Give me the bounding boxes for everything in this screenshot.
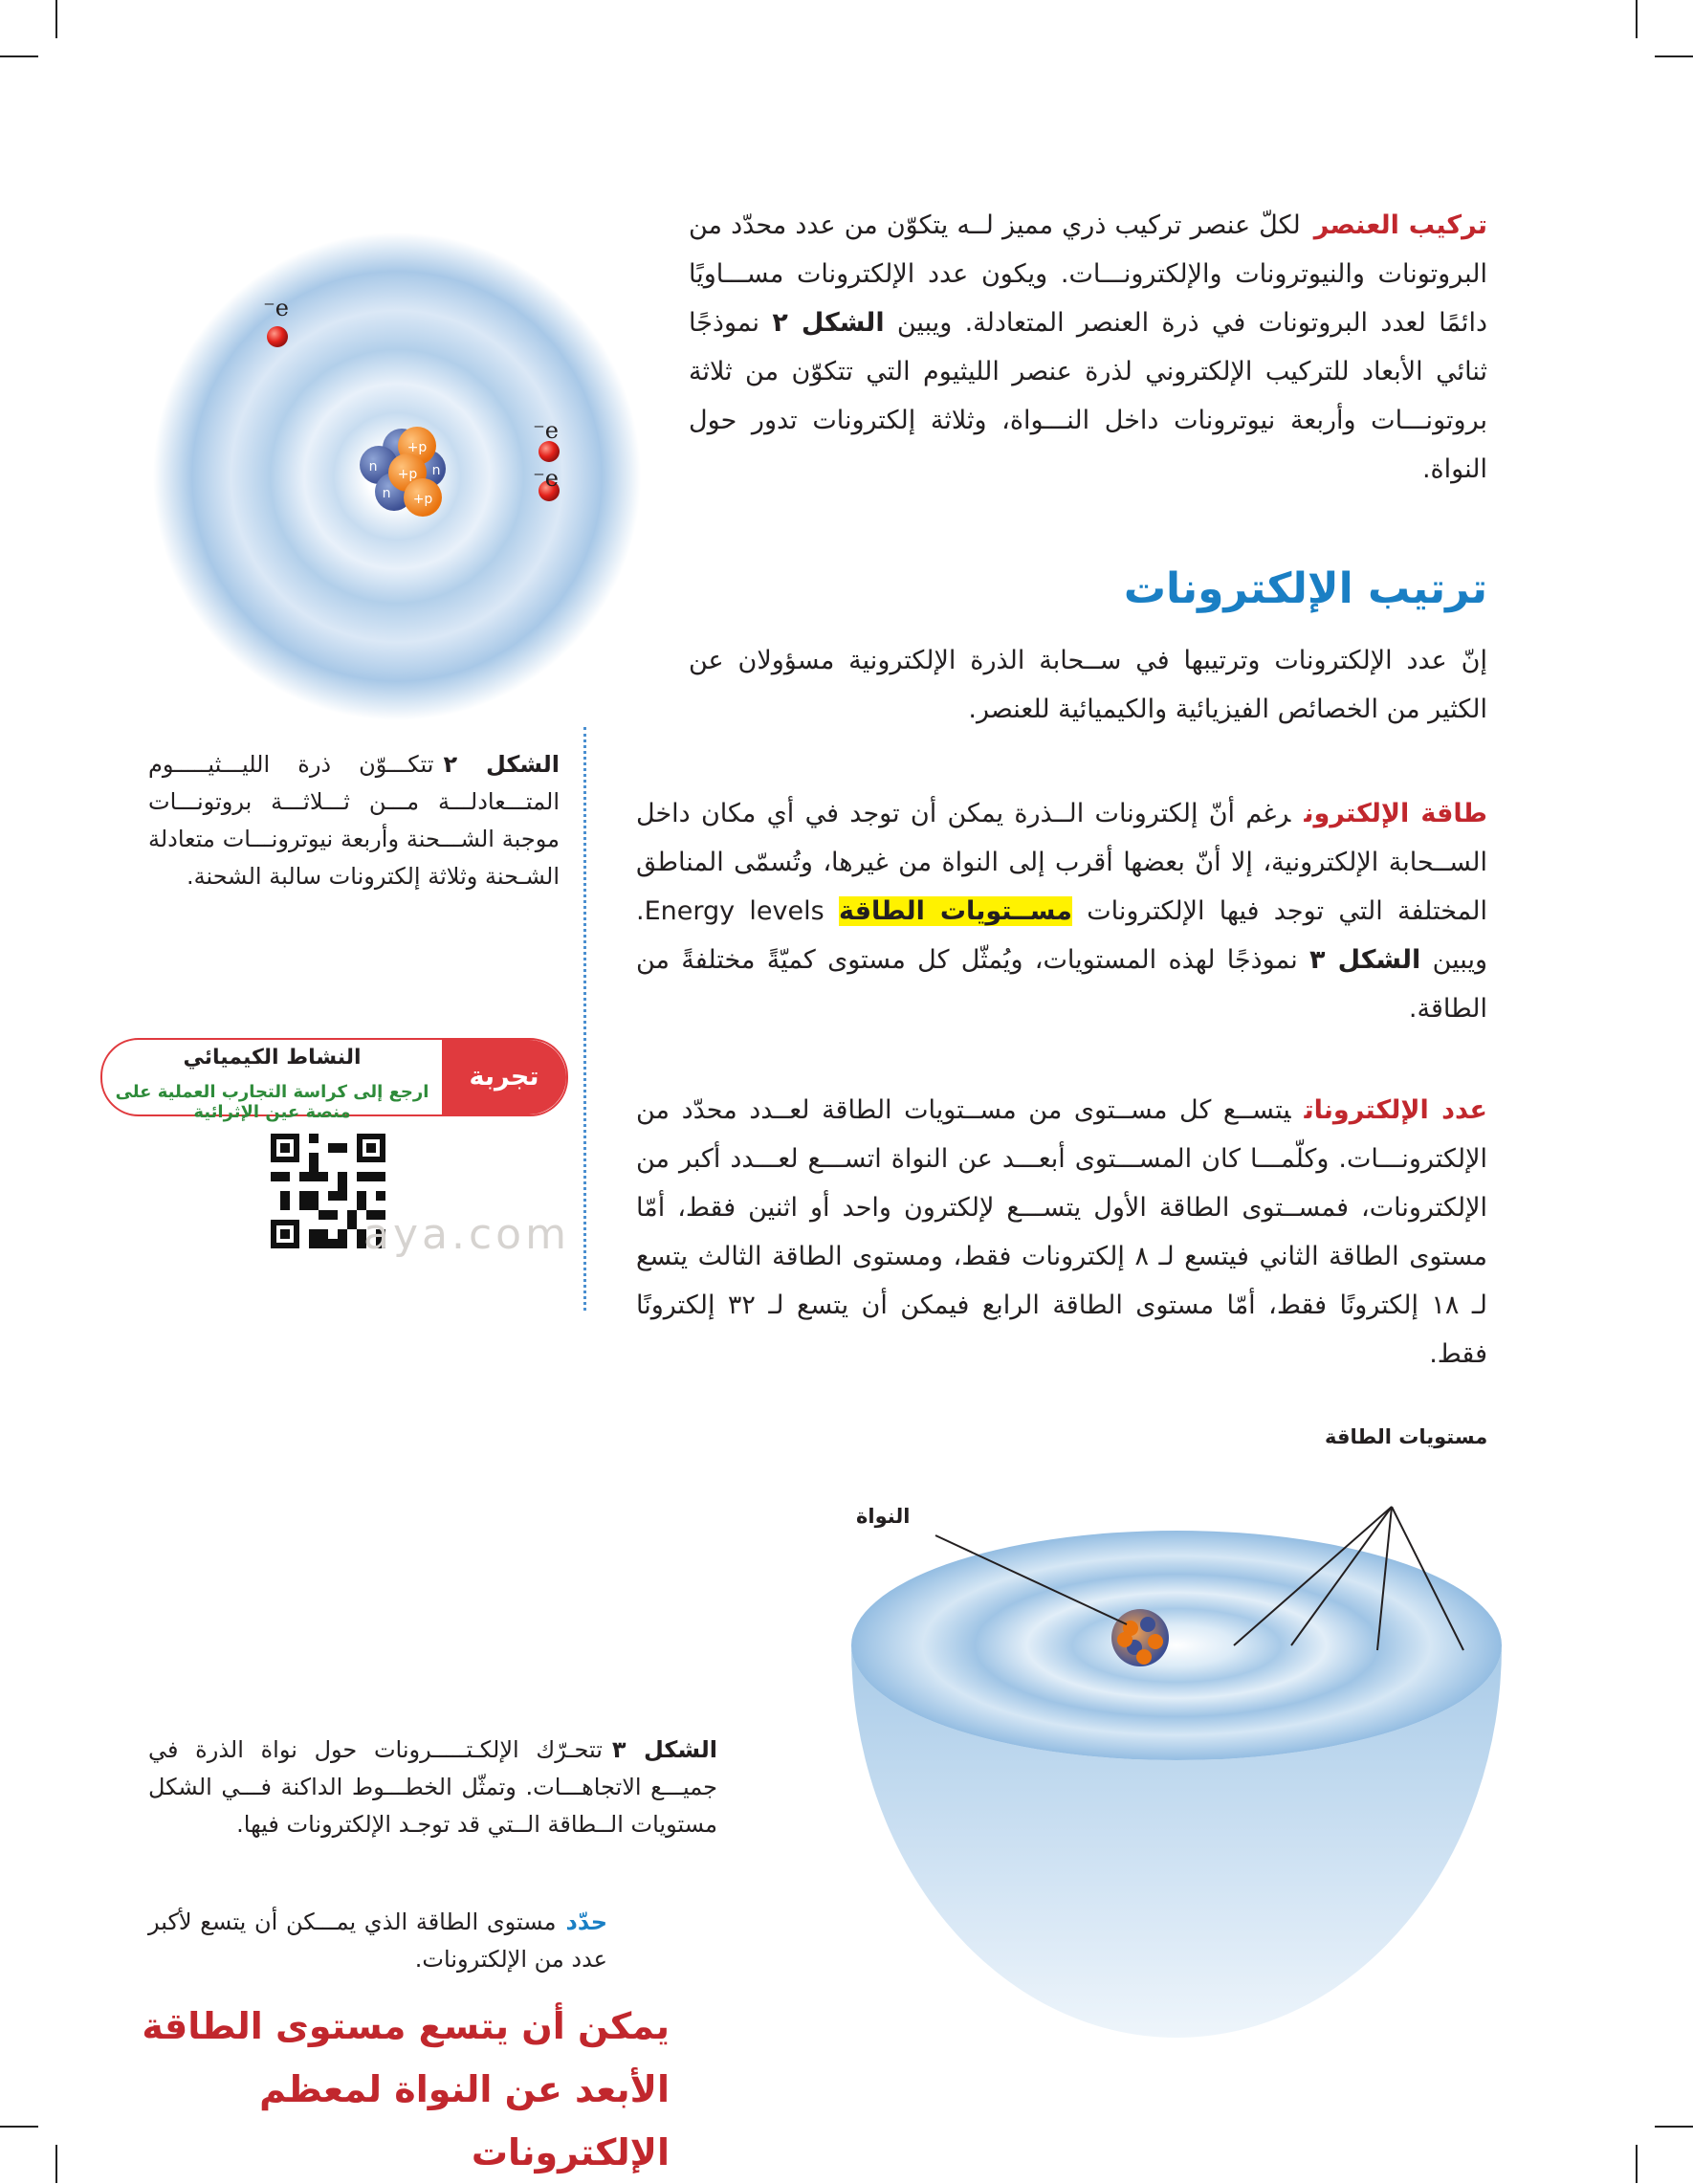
question-label: حدّد (565, 1908, 607, 1935)
crop-mark (1636, 2145, 1638, 2183)
lead-electron-energy: طاقة الإلكترون (1304, 799, 1487, 828)
paragraph-text: يتســع كل مســتوى من مســتويات الطاقة لعــدد محدّد من الإلكترونـــات. وكلّمـــا كان المســـتوى أبعـــد عن النواة اتســـع لعـــدد أكبر من الإلكترونات، فمســتوى الطاقة الأول يتســـع لإلكترون واحد أو اثنين فقط، أمّا مستوى الطاقة الثاني فيتسع لـ ٨ إلكترونات فقط، ومستوى الطاقة الثالث يتسع لـ ١٨ إلكترونًا فقط، أمّا مستوى الطاقة الرابع فيمكن أن يتسع لـ ٣٢ إلكترونًا فقط. (636, 1095, 1488, 1369)
paragraph-text: لكلّ عنصر تركيب ذري مميز لــه يتكوّن من عدد محدّد من البروتونات والنيوترونات والإلكترونـــات. ويكون عدد الإلكترونات مســـاويًا دائمًا لعدد البروتونات في ذرة العنصر المتعادلة. ويبين (689, 210, 1487, 338)
electron-label: e⁻ (263, 295, 289, 321)
electron-label: e⁻ (533, 465, 559, 492)
electron (267, 326, 288, 347)
crop-mark (55, 2145, 57, 2183)
lab-activity-title: النشاط الكيميائي (183, 1046, 362, 1070)
electron-label: e⁻ (533, 417, 559, 444)
proton-label: p+ (407, 440, 428, 455)
paragraph-text: رغم أنّ إلكترونات الــذرة يمكن أن توجد في أي مكان داخل الســحابة الإلكترونية، إلا أنّ بعضها أقرب إلى النواة من غيرها، وتُسمّى المناطق المختلفة التي توجد فيها الإلكترونات (636, 799, 1487, 926)
lab-activity-subtitle: ارجع إلى كراسة التجارب العملية على منصة عين الإثرائية (115, 1082, 429, 1122)
crop-mark (1636, 0, 1638, 38)
figure-reference: الشكل ٣ (1309, 945, 1421, 975)
figure3-caption (148, 1732, 717, 1843)
lab-activity-tag: تجربة عملية (442, 1040, 566, 1114)
paragraph-text: . ويبين (636, 896, 1487, 975)
figure2-caption-text: تتكـــوّن ذرة الليـــثيـــــوم المتـــعادلـــة مـــن ثـــلاثـــة بروتونـــات موجبة الشـــحنة وأربعة نيوترونـــات متعادلة الشـحنة وثلاثة إلكترونات سالبة الشحنة. (148, 751, 560, 890)
crop-mark (0, 2126, 38, 2128)
label-nucleus: النواة (856, 1505, 911, 1528)
section-heading: ترتيب الإلكترونات (1123, 564, 1487, 613)
figure3-caption-label: الشكل ٣ (611, 1736, 717, 1763)
figure3-caption-text: تتحـرّك الإلكـتـــــرونات حول نواة الذرة في جميـــع الاتجاهـــات. وتمثّل الخطـــوط الداكنة فـــي الشكل مستويات الــطاقة الــتي قد توجـد الإلكترونات فيها. (148, 1736, 717, 1838)
crop-mark (1655, 2126, 1693, 2128)
paragraph-electron-count (636, 1086, 1487, 1379)
electron (539, 441, 560, 462)
term-english: Energy levels (644, 896, 825, 926)
neutron-label: n (382, 486, 391, 501)
figure2-caption-label: الشكل ٢ (443, 751, 560, 778)
figure2-caption (148, 746, 560, 895)
paragraph-element-structure (689, 201, 1487, 494)
figure-reference: الشكل ٢ (772, 308, 885, 338)
paragraph-text: نموذجًا لهذه المستويات، ويُمثّل كل مستوى كميّةً مختلفةً من الطاقة. (636, 945, 1487, 1024)
crop-mark (55, 0, 57, 38)
neutron-label: n (368, 459, 378, 474)
highlighted-term: مســتويات الطاقة (838, 896, 1072, 926)
energy-levels-diagram (832, 1406, 1521, 2095)
watermark: aya.com (363, 1210, 570, 1259)
nucleus (1111, 1609, 1169, 1666)
paragraph-electron-energy (636, 789, 1487, 1033)
figure3-question (148, 1904, 607, 1978)
lab-activity-box[interactable] (100, 1038, 568, 1166)
crop-mark (0, 55, 38, 57)
proton-label: p+ (397, 467, 418, 482)
paragraph-text: نموذجًا ثنائي الأبعاد للتركيب الإلكتروني لذرة عنصر الليثيوم التي تتكوّن من ثلاثة بروتونـــات وأربعة نيوترونات داخل النـــواة، وثلاثة إلكترونات تدور حول النواة. (689, 308, 1487, 484)
proton-label: p+ (412, 492, 433, 507)
answer-text: يمكن أن يتسع مستوى الطاقة الأبعد عن النواة لمعظم الإلكترونات (142, 2005, 670, 2173)
neutron-label: n (431, 463, 441, 478)
paragraph-intro (689, 636, 1487, 734)
lead-element-structure: تركيب العنصر (1313, 210, 1488, 240)
lithium-atom-diagram (143, 230, 650, 727)
column-divider (583, 727, 586, 1311)
crop-mark (1655, 55, 1693, 57)
lead-electron-count: عدد الإلكترونات (1304, 1095, 1487, 1125)
label-energy-levels: مستويات الطاقة (1325, 1425, 1488, 1448)
paragraph-text: إنّ عدد الإلكترونات وترتيبها في ســحابة الذرة الإلكترونية مسؤولان عن الكثير من الخصائص الفيزيائية والكيميائية للعنصر. (689, 646, 1487, 724)
question-text: مستوى الطاقة الذي يمـــكن أن يتسع لأكبر عدد من الإلكترونات. (148, 1908, 607, 1973)
